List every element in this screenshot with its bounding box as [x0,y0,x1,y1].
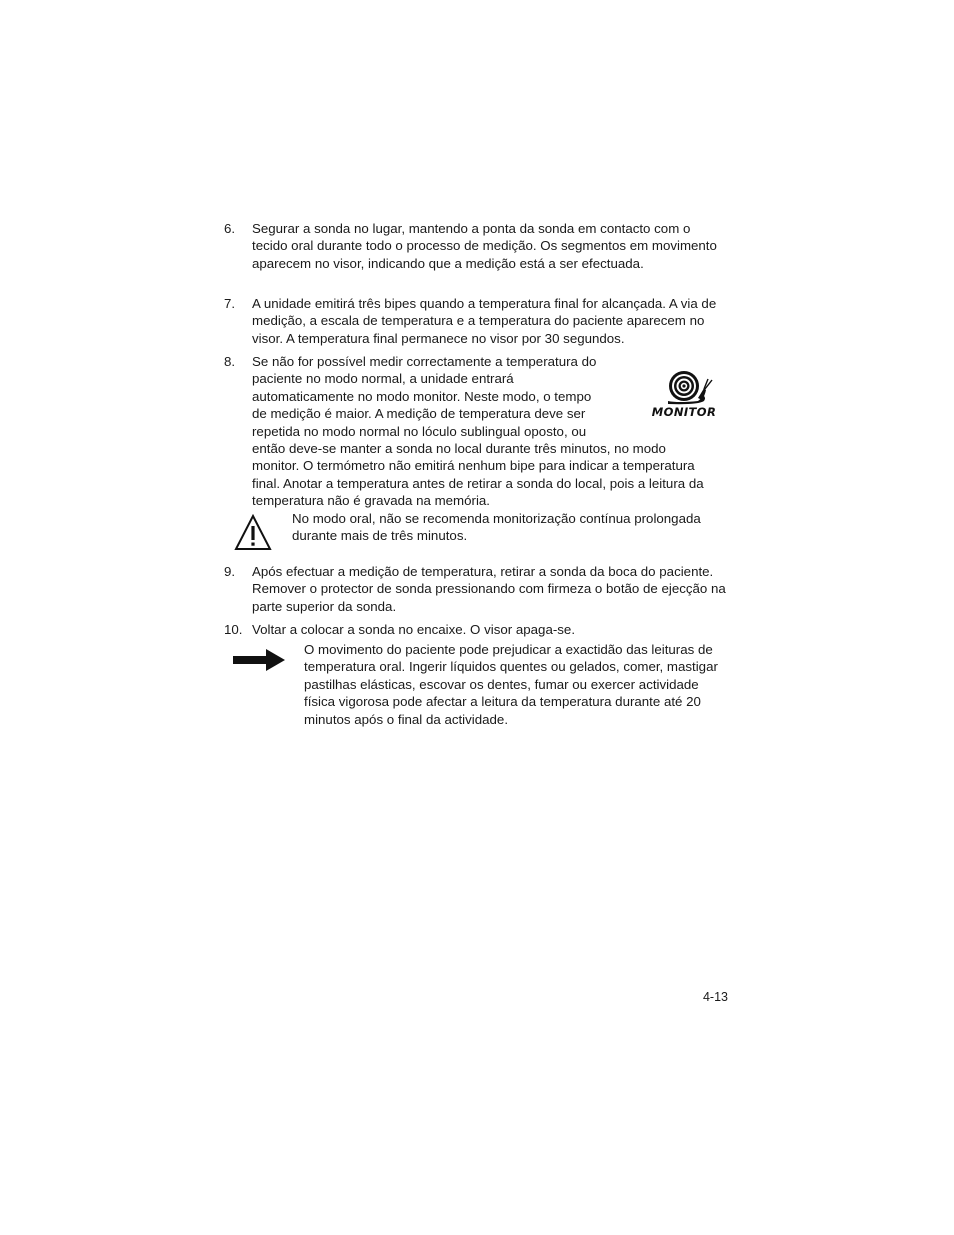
step-text-line: monitor. O termómetro não emitirá nenhum bipe para indicar a temperatura [252,458,695,474]
step-text-line: automaticamente no modo monitor. Neste modo, o tempo [252,388,592,404]
step-text-line: repetida no modo normal no lóculo sublingual oposto, ou [252,423,587,439]
warning-text: No modo oral, não se recomenda monitorização contínua prolongada durante mais de três minutos. [292,511,701,544]
step-text: Após efectuar a medição de temperatura, retirar a sonda da boca do paciente. Remover o protector de sonda pressionando com firmeza o botão de ejecção na parte superior da sonda. [252,564,726,614]
monitor-mode-icon [648,368,720,424]
step-text-line: de medição é maior. A medição de temperatura deve ser [252,406,586,422]
step-number: 10. [224,622,243,637]
step-number: 9. [224,564,236,579]
monitor-label: MONITOR [651,405,717,419]
step-text-line: Se não for possível medir correctamente a temperatura do [252,354,597,369]
note-text: O movimento do paciente pode prejudicar a exactidão das leituras de temperatura oral. Ingerir líquidos quentes ou gelados, comer, mastigar pastilhas elásticas, escovar os dentes, fumar ou exercer actividade física vigorosa pode afectar a leitura da temperatura durante até 20 minutos após o final da actividade. [304,642,718,727]
step-9 [224,563,729,615]
snail-icon [648,368,720,408]
step-number: 8. [224,354,236,369]
step-text: A unidade emitirá três bipes quando a temperatura final for alcançada. A via de medição, a escala de temperatura e a temperatura do paciente aparecem no visor. A temperatura final permanece no visor por 30 segundos. [252,296,717,346]
step-number: 6. [224,221,236,236]
arrow-right-icon [232,648,286,672]
page-number: 4-13 [702,990,728,1004]
step-6 [224,220,729,272]
step-text-line: final. Anotar a temperatura antes de retirar a sonda do local, pois a leitura da [252,475,704,491]
step-text-line: então deve-se manter a sonda no local durante três minutos, no modo [252,441,666,457]
step-text: Voltar a colocar a sonda no encaixe. O visor apaga-se. [252,622,576,637]
step-10 [224,621,729,638]
step-text-line: temperatura não é gravada na memória. [252,493,490,509]
warning-triangle-icon [234,514,272,552]
step-text: Segurar a sonda no lugar, mantendo a ponta da sonda em contacto com o tecido oral durante todo o processo de medição. Os segmentos em movimento aparecem no visor, indicando que a medição está a ser efectuada. [252,221,717,271]
step-7 [224,295,729,347]
step-text-line: paciente no modo normal, a unidade entrará [252,371,514,387]
step-number: 7. [224,296,236,311]
